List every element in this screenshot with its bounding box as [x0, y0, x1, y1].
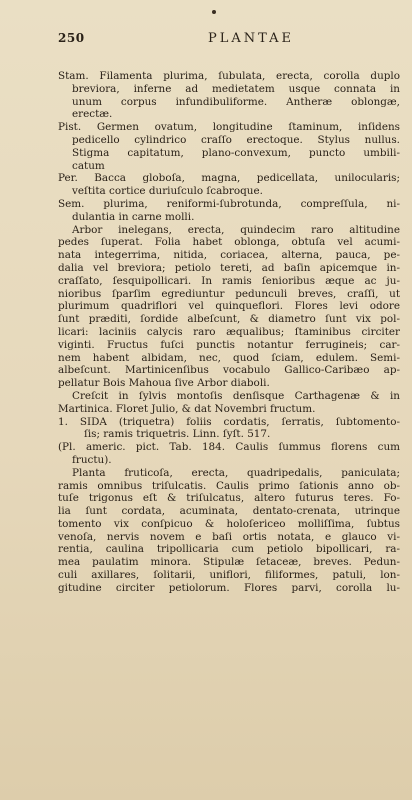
- text-line: dulantia in carne molli.: [72, 210, 195, 223]
- text-line: Arbor inelegans, erecta, quindecim raro altitudine: [72, 223, 400, 236]
- text-line: mea paulatim minora. Stipulæ ſetaceæ, breves. Pedun-: [58, 556, 400, 569]
- text-line: Planta fruticoſa, erecta, quadripedalis, paniculata;: [72, 466, 400, 479]
- text-line: albeſcunt. Martinicenſibus vocabulo Gallico-Caribæo ap-: [58, 364, 400, 377]
- text-line: lia ſunt cordata, acuminata, dentato-crenata, utrinque: [58, 505, 400, 518]
- text-line: tuſe trigonus eſt & triſulcatus, altero futurus teres. Fo-: [58, 492, 400, 505]
- page-body: [58, 70, 400, 595]
- text-line: fructu).: [72, 453, 112, 466]
- text-line: rentia, caulina tripollicaria cum petiolo bipollicari, ra-: [58, 543, 400, 556]
- text-line: Martinica. Floret Julio, & dat Novembri fructum.: [58, 402, 316, 415]
- ink-dot: [212, 10, 216, 14]
- text-line: plurimum quadriflori vel quinqueflori. Flores levi odore: [58, 300, 400, 313]
- text-line: pellatur Bois Mahoua ſive Arbor diaboli.: [58, 377, 270, 390]
- text-line: ramis omnibus triſulcatis. Caulis primo ſationis anno ob-: [58, 479, 400, 492]
- page-number: 250: [58, 31, 85, 45]
- text-line: Stigma capitatum, plano-convexum, puncto umbili-: [72, 146, 400, 159]
- text-line: Stam. Filamenta plurima, ſubulata, erecta, corolla duplo: [58, 70, 400, 82]
- text-line: catum: [72, 159, 105, 172]
- text-line: nata integerrima, nitida, coriacea, alterna, pauca, pe-: [58, 249, 400, 262]
- text-line: craſſato, ſesquipollicari. In ramis ſenioribus æque ac ju-: [58, 274, 400, 287]
- text-line: gitudine circiter petiolorum. Flores parvi, corolla lu-: [58, 581, 400, 594]
- text-line: tomento vix conſpicuo & holoſericeo molliſſima, ſubtus: [58, 517, 400, 530]
- text-line: ſunt præditi, ſordide albeſcunt, & diametro ſunt vix pol-: [58, 313, 400, 326]
- text-line: ſis; ramis triquetris. Linn. ſyſt. 517.: [84, 428, 271, 441]
- text-line: dalia vel breviora; petiolo tereti, ad baſin apicemque in-: [58, 261, 400, 274]
- text-line: nioribus ſparſim egrediuntur pedunculi breves, craſſi, ut: [58, 287, 400, 300]
- text-line: Creſcit in ſylvis montoſis denſisque Carthagenæ & in: [72, 389, 400, 402]
- text-line: nem habent albidam, nec, quod ſciam, edulem. Semi-: [58, 351, 400, 364]
- text-line: culi axillares, ſolitarii, uniflori, filiformes, patuli, lon-: [58, 569, 400, 582]
- text-line: pedes ſuperat. Folia habet oblonga, obtuſa vel acumi-: [58, 236, 400, 249]
- text-line: 1. SIDA (triquetra) foliis cordatis, ſerratis, ſubtomento-: [58, 415, 400, 428]
- text-line: veſtita cortice duriuſculo ſcabroque.: [72, 185, 263, 198]
- text-line: Per. Bacca globoſa, magna, pedicellata, unilocularis;: [58, 172, 400, 185]
- text-line: licari: laciniis calycis raro æqualibus; ſtaminibus circiter: [58, 325, 400, 338]
- text-line: unum corpus infundibuliforme. Antheræ oblongæ,: [72, 95, 400, 108]
- text-line: (Pl. americ. pict. Tab. 184. Caulis ſummus florens cum: [58, 441, 400, 454]
- page-header: [58, 31, 400, 47]
- text-line: venoſa, nervis novem e baſi ortis notata, e glauco vi-: [58, 530, 400, 543]
- text-line: Sem. plurima, reniformi-ſubrotunda, compreſſula, ni-: [58, 197, 400, 210]
- text-line: erectæ.: [72, 108, 113, 121]
- text-line: breviora, inferne ad medietatem usque connata in: [72, 82, 400, 95]
- text-line: pedicello cylindrico craſſo erectoque. Stylus nullus.: [72, 133, 400, 146]
- text-line: viginti. Fructus fuſci punctis notantur ferrugineis; car-: [58, 338, 400, 351]
- text-line: Pist. Germen ovatum, longitudine ſtaminum, inſidens: [58, 121, 400, 134]
- running-title: PLANTAE: [208, 31, 294, 46]
